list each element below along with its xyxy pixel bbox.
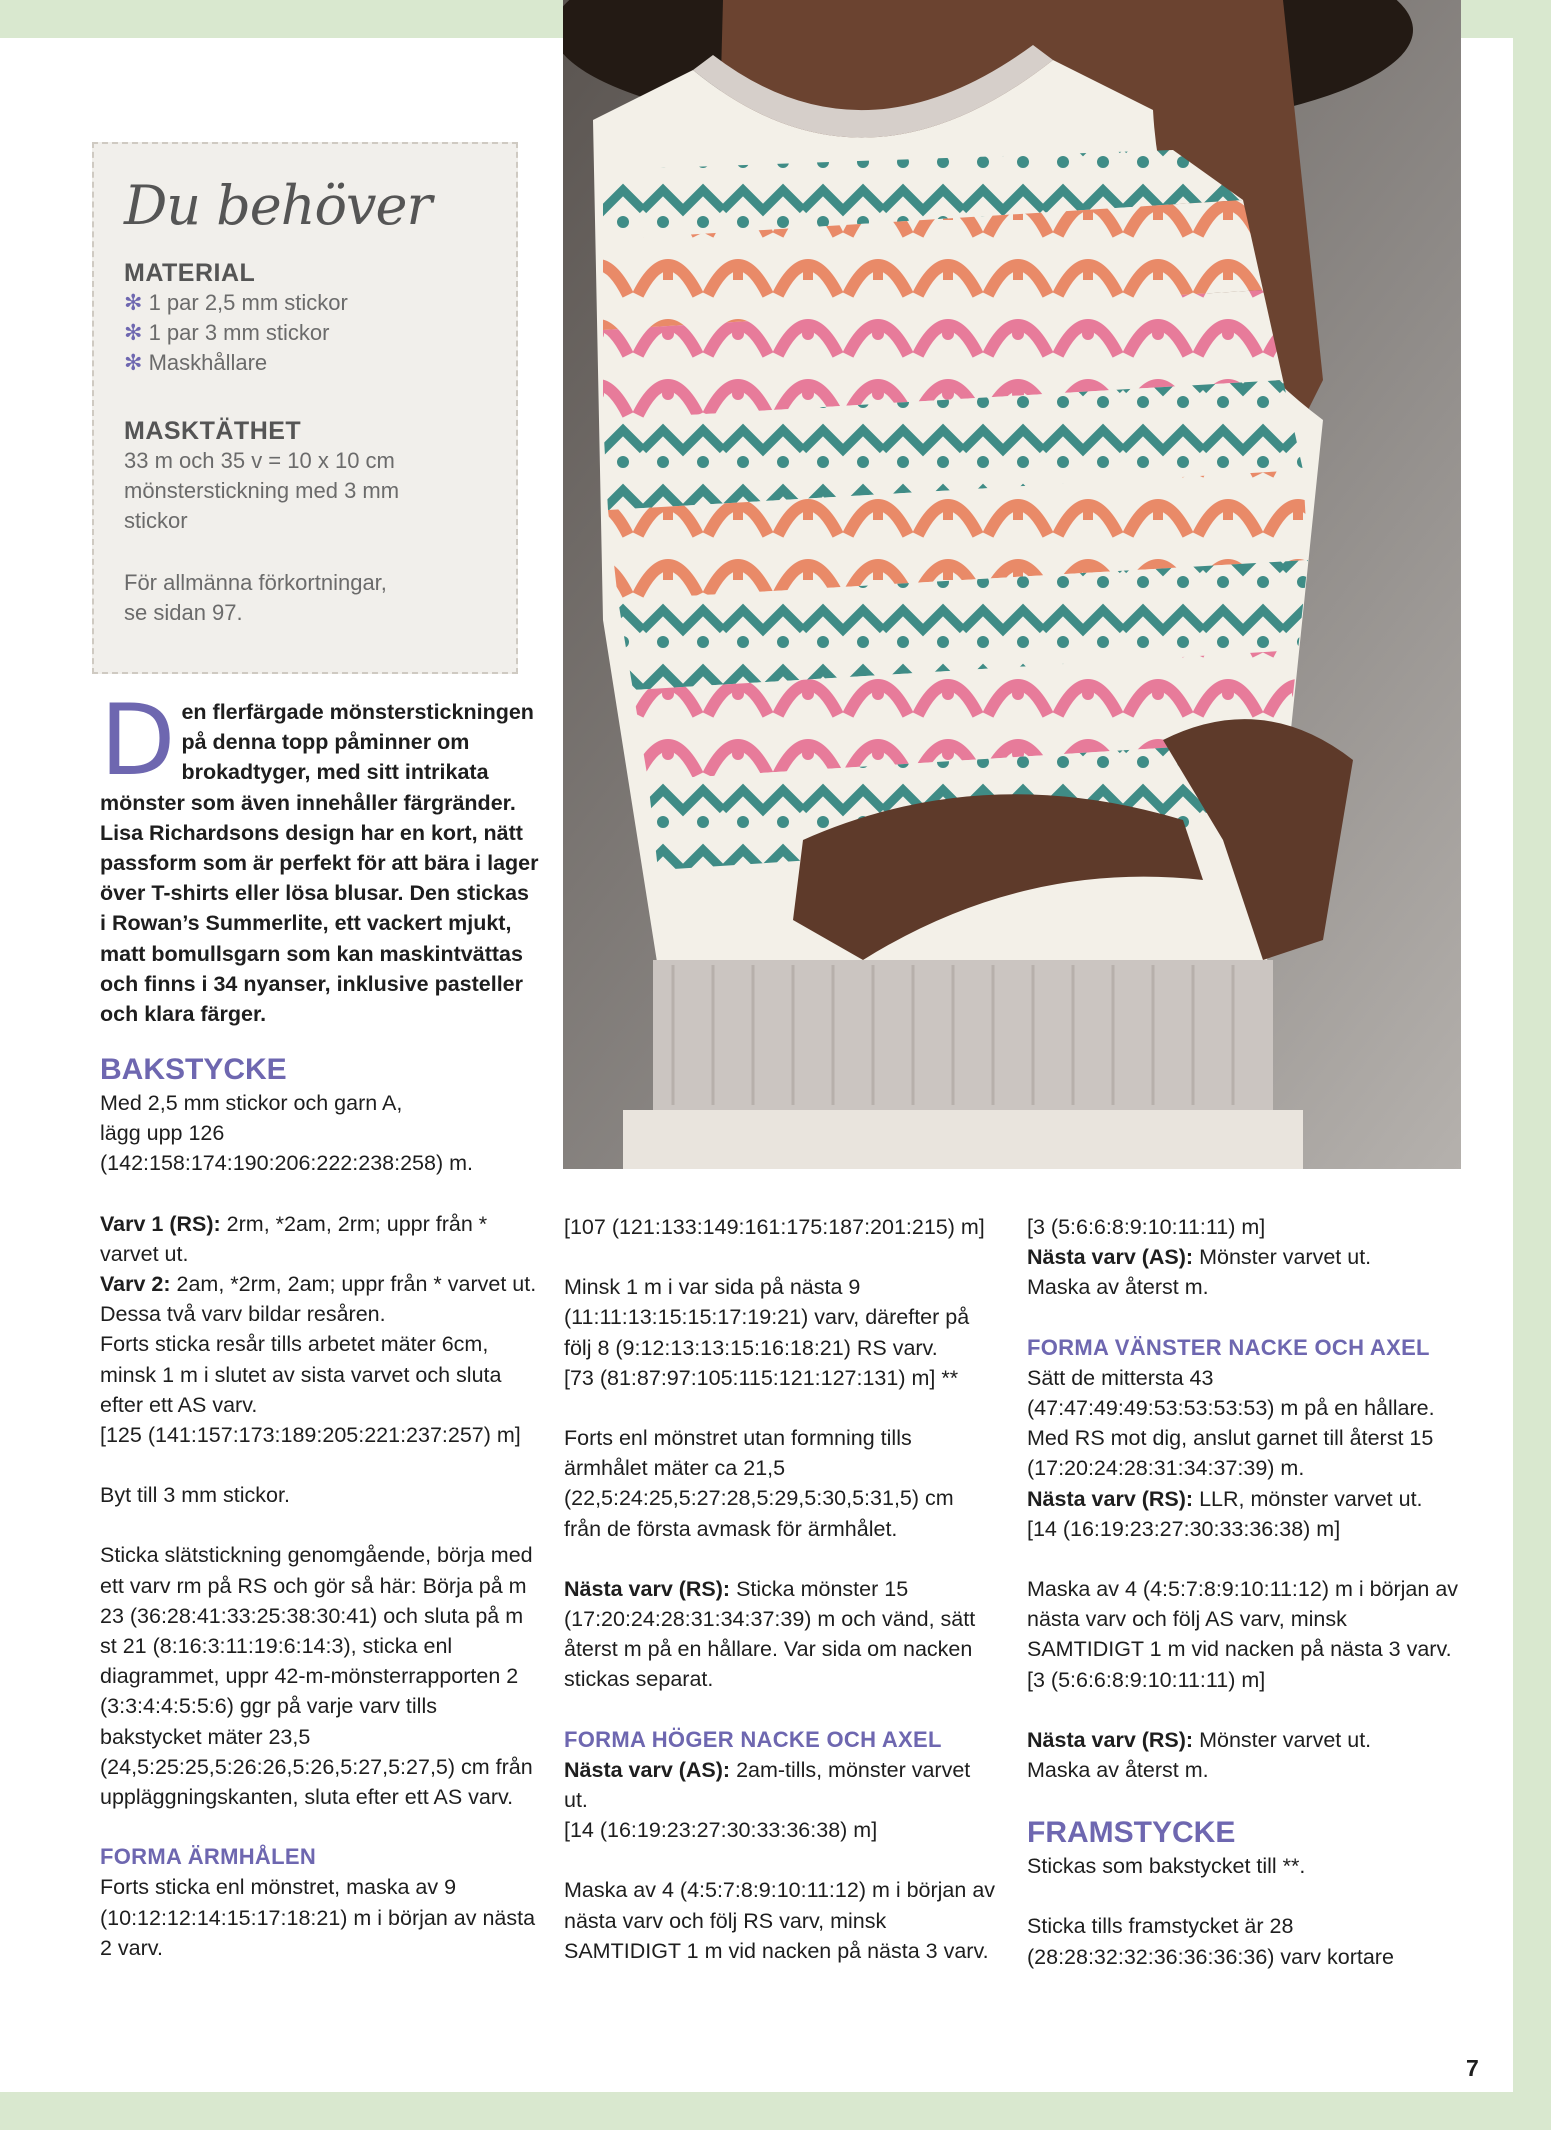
abbreviations-note: För allmänna förkortningar, se sidan 97. xyxy=(124,570,387,625)
materials-box-title: Du behöver xyxy=(124,174,432,237)
gauge-line: stickor xyxy=(124,508,188,533)
next-row-rs: Nästa varv (RS): Sticka mönster 15 (17:20:24:28:31:34:37:39) m och vänd, sätt återst m på en hållare. Var sida om nacken stickas separat. xyxy=(564,1576,976,1692)
row-2: Varv 2: 2am, *2rm, 2am; uppr från * varvet ut. xyxy=(100,1272,537,1297)
left-neck-heading: FORMA VÄNSTER NACKE OCH AXEL xyxy=(1027,1334,1430,1360)
armhole-heading: FORMA ÄRMHÅLEN xyxy=(100,1844,317,1870)
material-heading: MATERIAL xyxy=(124,259,256,287)
column-2: [107 (121:133:149:161:175:187:201:215) m] Minsk 1 m i var sida på nästa 9 (11:11:13:15:15:17:19:21) varv, därefter på följ 8 (9:12:13:13:15:16:18:21) RS varv. [73 (81:87:97:105:115:121:127:131) m] ** Forts enl mönstret utan formning tills ärmhålet mäter ca 21,5 (22,5:24:25,5:27:28,5:29,5:30,5:31,5) cm från de första avmask för ärmhålet. Nästa varv (RS): Sticka mönster 15 (17:20:24:28:31:34:37:39) m och vänd, sätt återst m på en hållare. Var sida om nacken stickas separat. FORMA HÖGER NACKE OCH AXEL Nästa varv (AS): 2am-tills, mönster varvet ut. [14 (16:19:23:27:30:33:36:38) m] Maska av 4 (4:5:7:8:9:10:11:12) m i början av nästa varv och följ RS varv, minsk SAMTIDIGT 1 m vid nacken på nästa 3 varv. xyxy=(564,1215,996,1963)
material-item: ✻ 1 par 2,5 mm stickor xyxy=(124,290,348,315)
gauge-section xyxy=(124,416,399,536)
materials-box xyxy=(92,142,518,674)
sweater-vest-photo xyxy=(563,0,1461,1169)
gauge-heading: MASKTÄTHET xyxy=(124,417,302,445)
front-heading: FRAMSTYCKE xyxy=(1027,1816,1236,1850)
asterisk-icon: ✻ xyxy=(124,320,143,345)
column-1: BAKSTYCKE Med 2,5 mm stickor och garn A, lägg upp 126 (142:158:174:190:206:222:238:258) m. Varv 1 (RS): 2rm, *2am, 2rm; uppr från * varvet ut. Varv 2: 2am, *2rm, 2am; uppr från * varvet ut. Dessa två varv bildar resåren. Forts sticka resår tills arbetet mäter 6cm, minsk 1 m i slutet av sista varvet och sluta efter ett AS varv. [125 (141:157:173:189:205:221:237:257) m] Byt till 3 mm stickor. Sticka slätstickning genomgående, börja med ett varv rm på RS och gör så här: Börja på m 23 (36:28:41:33:25:38:30:41) och sluta på m st 21 (8:16:3:11:19:6:14:3), sticka enl diagrammet, uppr 42-m-mönsterrapporten 2 (3:3:4:4:5:5:6) ggr på varje varv tills bakstycket mäter 23,5 (24,5:25:25,5:26:26,5:26,5:27,5:27,5) cm från uppläggningskanten, sluta efter ett AS varv. FORMA ÄRMHÅLEN Forts sticka enl mönstret, maska av 9 (10:12:12:14:15:17:18:21) m i början av nästa 2 varv. xyxy=(100,1052,540,1963)
page-number: 7 xyxy=(1466,2055,1479,2081)
gauge-line: 33 m och 35 v = 10 x 10 cm xyxy=(124,448,395,473)
back-heading: BAKSTYCKE xyxy=(100,1053,287,1086)
material-section xyxy=(124,258,348,378)
column-3: [3 (5:6:6:8:9:10:11:11) m] Nästa varv (AS): Mönster varvet ut. Maska av återst m. FORMA VÄNSTER NACKE OCH AXEL Sätt de mittersta 43 (47:47:49:49:53:53:53:53) m på en hållare. Med RS mot dig, anslut garnet till återst 15 (17:20:24:28:31:34:37:39) m. Nästa varv (RS): LLR, mönster varvet ut. [14 (16:19:23:27:30:33:36:38) m] Maska av 4 (4:5:7:8:9:10:11:12) m i början av nästa varv och följ AS varv, minsk SAMTIDIGT 1 m vid nacken på nästa 3 varv. [3 (5:6:6:8:9:10:11:11) m] Nästa varv (RS): Mönster varvet ut. Maska av återst m. FRAMSTYCKE Stickas som bakstycket till **. Sticka tills framstycket är 28 (28:28:32:32:36:36:36:36) varv kortare xyxy=(1027,1215,1459,1969)
intro-paragraph xyxy=(100,684,540,1029)
intro-text: en flerfärgade mönsterstickningen på denna topp påminner om brokadtyger, med sitt intrikata mönster som även innehåller färgränder. Lisa Richardsons design har en kort, nätt passform som är perfekt för att bära i lager över T-shirts eller lösa blusar. Den stickas i Rowan’s Summerlite, ett vackert mjukt, matt bomullsgarn som kan maskintvättas och finns i 34 nyanser, inklusive pasteller och klara färger. xyxy=(100,700,539,1027)
asterisk-icon: ✻ xyxy=(124,290,143,315)
material-item: ✻ Maskhållare xyxy=(124,350,268,375)
gauge-line: mönsterstickning med 3 mm xyxy=(124,478,400,503)
row-1: Varv 1 (RS): 2rm, *2am, 2rm; uppr från * varvet ut. xyxy=(100,1211,488,1266)
asterisk-icon: ✻ xyxy=(124,350,143,375)
material-item: ✻ 1 par 3 mm stickor xyxy=(124,320,330,345)
drop-cap: D xyxy=(100,684,176,798)
right-neck-heading: FORMA HÖGER NACKE OCH AXEL xyxy=(564,1726,942,1752)
